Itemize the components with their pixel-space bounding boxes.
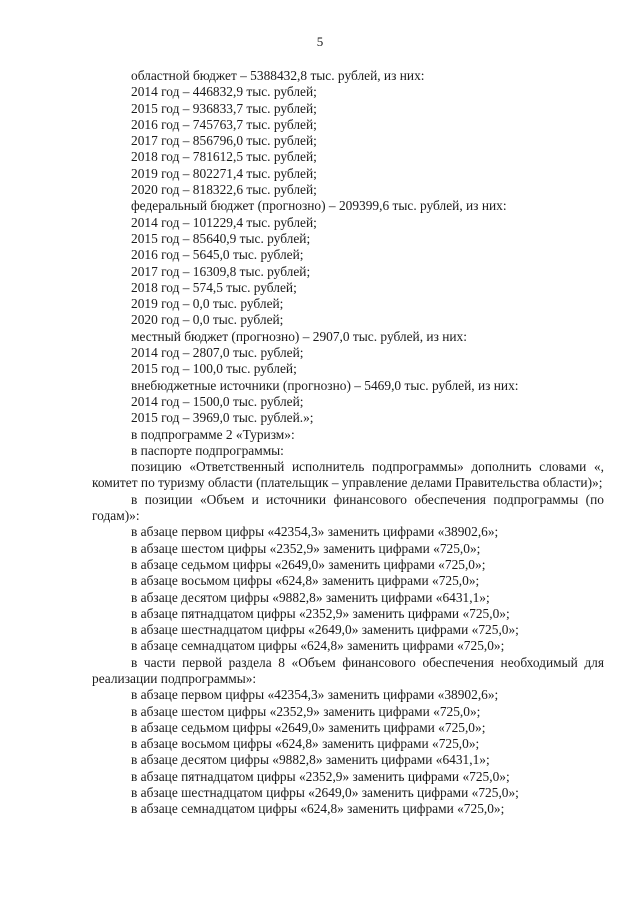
text-line: в абзаце первом цифры «42354,3» заменить цифрами «38902,6»; bbox=[131, 524, 499, 540]
text-line: областной бюджет – 5388432,8 тыс. рублей, из них: bbox=[131, 68, 425, 83]
text-line: 2014 год – 2807,0 тыс. рублей; bbox=[131, 345, 304, 361]
text-line: 2019 год – 802271,4 тыс. рублей; bbox=[131, 165, 317, 181]
text-line: в паспорте подпрограммы: bbox=[131, 442, 284, 458]
text-line: в абзаце восьмом цифры «624,8» заменить цифрами «725,0»; bbox=[131, 573, 480, 589]
text-line: 2015 год – 85640,9 тыс. рублей; bbox=[131, 230, 311, 246]
text-line: 2020 год – 0,0 тыс. рублей; bbox=[131, 312, 284, 328]
text-line: в абзаце десятом цифры «9882,8» заменить цифрами «6431,1»; bbox=[131, 589, 490, 605]
text-line: в абзаце седьмом цифры «2649,0» заменить цифрами «725,0»; bbox=[131, 556, 486, 572]
text-line: в абзаце семнадцатом цифры «624,8» заменить цифрами «725,0»; bbox=[131, 638, 505, 654]
text-line: в абзаце восьмом цифры «624,8» заменить цифрами «725,0»; bbox=[131, 736, 480, 752]
text-line: 2015 год – 100,0 тыс. рублей; bbox=[131, 361, 297, 377]
text-line: 2017 год – 16309,8 тыс. рублей; bbox=[131, 263, 311, 279]
text-line: 2014 год – 101229,4 тыс. рублей; bbox=[131, 214, 317, 230]
text-line: 2014 год – 446832,9 тыс. рублей; bbox=[131, 84, 317, 100]
text-line: 2016 год – 5645,0 тыс. рублей; bbox=[131, 247, 304, 263]
document-body bbox=[92, 68, 604, 818]
text-line: 2018 год – 574,5 тыс. рублей; bbox=[131, 279, 297, 295]
page-number: 5 bbox=[316, 34, 324, 49]
text-line: в абзаце седьмом цифры «2649,0» заменить цифрами «725,0»; bbox=[131, 719, 486, 735]
text-line: федеральный бюджет (прогнозно) – 209399,6 тыс. рублей, из них: bbox=[131, 198, 507, 214]
text-line: в абзаце пятнадцатом цифры «2352,9» заменить цифрами «725,0»; bbox=[131, 768, 510, 784]
text-line: в абзаце шестнадцатом цифры «2649,0» заменить цифрами «725,0»; bbox=[131, 622, 519, 638]
text-line: в абзаце семнадцатом цифры «624,8» заменить цифрами «725,0»; bbox=[131, 801, 505, 817]
text-line: внебюджетные источники (прогнозно) – 5469,0 тыс. рублей, из них: bbox=[131, 377, 519, 393]
text-line: в абзаце шестом цифры «2352,9» заменить цифрами «725,0»; bbox=[131, 540, 481, 556]
text-line: 2020 год – 818322,6 тыс. рублей; bbox=[131, 182, 317, 198]
text-line: 2016 год – 745763,7 тыс. рублей; bbox=[131, 116, 317, 132]
text-line: в абзаце десятом цифры «9882,8» заменить цифрами «6431,1»; bbox=[131, 752, 490, 768]
text-line: в подпрограмме 2 «Туризм»: bbox=[131, 426, 295, 442]
text-line: 2014 год – 1500,0 тыс. рублей; bbox=[131, 393, 304, 409]
text-line: 2018 год – 781612,5 тыс. рублей; bbox=[131, 149, 317, 165]
text-line: в части первой раздела 8 «Объем финансового обеспечения необходимый для реализации подпрограммы»: bbox=[92, 654, 604, 686]
text-line: в абзаце первом цифры «42354,3» заменить цифрами «38902,6»; bbox=[131, 687, 499, 703]
text-line: 2015 год – 3969,0 тыс. рублей.»; bbox=[131, 410, 314, 426]
text-line: 2019 год – 0,0 тыс. рублей; bbox=[131, 296, 284, 312]
text-line: в позиции «Объем и источники финансового обеспечения подпрограммы (по годам)»: bbox=[92, 491, 604, 524]
text-line: в абзаце шестнадцатом цифры «2649,0» заменить цифрами «725,0»; bbox=[131, 785, 519, 801]
text-line: местный бюджет (прогнозно) – 2907,0 тыс. рублей, из них: bbox=[131, 328, 467, 344]
text-line: в абзаце шестом цифры «2352,9» заменить цифрами «725,0»; bbox=[131, 703, 481, 719]
text-line: 2015 год – 936833,7 тыс. рублей; bbox=[131, 100, 317, 116]
text-line: позицию «Ответственный исполнитель подпрограммы» дополнить словами «, комитет по туризму области (плательщик – управление делами Правительства области)»; bbox=[92, 459, 604, 491]
text-line: 2017 год – 856796,0 тыс. рублей; bbox=[131, 133, 317, 149]
text-line: в абзаце пятнадцатом цифры «2352,9» заменить цифрами «725,0»; bbox=[131, 605, 510, 621]
